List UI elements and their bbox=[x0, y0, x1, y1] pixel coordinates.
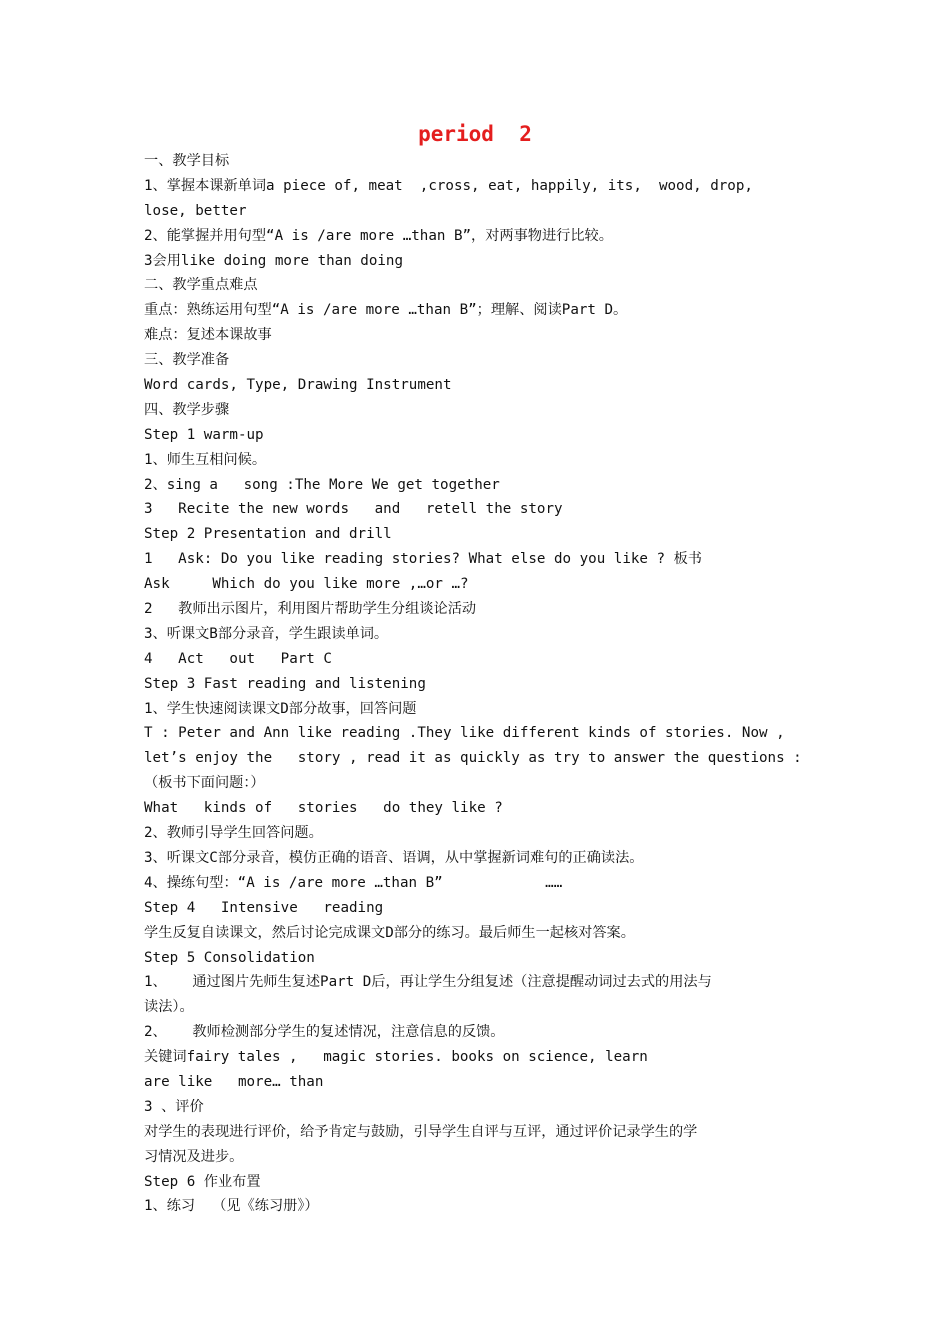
text-line: 3、听课文C部分录音，模仿正确的语音、语调，从中掌握新词难句的正确读法。 bbox=[144, 849, 644, 866]
text-line: 2、sing a song :The More We get together bbox=[144, 476, 500, 493]
text-line: 1、师生互相问候。 bbox=[144, 451, 267, 468]
text-line: 4 Act out Part C bbox=[144, 650, 332, 667]
text-line: 关键词fairy tales , magic stories. books on science, learn bbox=[144, 1049, 648, 1066]
text-line: Step 4 Intensive reading bbox=[144, 899, 384, 916]
text-line: （板书下面问题：） bbox=[144, 775, 265, 792]
text-line: 难点：复述本课故事 bbox=[144, 327, 272, 344]
text-line: Word cards, Type, Drawing Instrument bbox=[144, 377, 452, 394]
text-line: let’s enjoy the story , read it as quickly as try to answer the questions : bbox=[144, 750, 802, 767]
text-line: lose, better bbox=[144, 202, 247, 219]
text-line: 习情况及进步。 bbox=[144, 1148, 244, 1165]
text-line: 二、教学重点难点 bbox=[144, 277, 258, 294]
text-line: Step 1 warm-up bbox=[144, 426, 264, 443]
text-line: What kinds of stories do they like ? bbox=[144, 800, 503, 817]
text-line: 1、掌握本课新单词a piece of, meat ,cross, eat, happily, its, wood, drop, bbox=[144, 177, 753, 194]
text-line: Step 3 Fast reading and listening bbox=[144, 675, 426, 692]
text-line: 1、学生快速阅读课文D部分故事，回答问题 bbox=[144, 700, 417, 717]
text-line: 1、练习 （见《练习册》） bbox=[144, 1198, 319, 1215]
text-line: 1、 通过图片先师生复述Part D后，再让学生分组复述（注意提醒动词过去式的用法与 bbox=[144, 974, 712, 991]
text-line: 2、教师引导学生回答问题。 bbox=[144, 825, 323, 842]
text-line: 重点：熟练运用句型“A is /are more …than B”；理解、阅读Part D。 bbox=[144, 302, 628, 319]
text-line: 3、听课文B部分录音，学生跟读单词。 bbox=[144, 625, 389, 642]
text-line: 2、 教师检测部分学生的复述情况，注意信息的反馈。 bbox=[144, 1024, 505, 1041]
text-line: 3 Recite the new words and retell the story bbox=[144, 501, 563, 518]
text-line: 2 教师出示图片，利用图片帮助学生分组谈论活动 bbox=[144, 601, 477, 618]
text-line: T : Peter and Ann like reading .They like different kinds of stories. Now , bbox=[144, 725, 785, 742]
text-line: 四、教学步骤 bbox=[144, 401, 230, 418]
text-line: 一、教学目标 bbox=[144, 153, 230, 169]
text-line: 3 、评价 bbox=[144, 1098, 204, 1115]
text-line: 1 Ask: Do you like reading stories? What else do you like ? 板书 bbox=[144, 551, 702, 568]
text-line: 4、操练句型：“A is /are more …than B” …… bbox=[144, 874, 563, 891]
text-line: 2、能掌握并用句型“A is /are more …than B”，对两事物进行比较。 bbox=[144, 227, 613, 244]
text-line: Step 5 Consolidation bbox=[144, 949, 315, 966]
text-line: 3会用like doing more than doing bbox=[144, 252, 403, 269]
text-line: are like more… than bbox=[144, 1073, 324, 1090]
page-title: period 2 bbox=[418, 122, 532, 146]
text-line: 学生反复自读课文，然后讨论完成课文D部分的练习。最后师生一起核对答案。 bbox=[144, 924, 635, 941]
text-line: Ask Which do you like more ,…or …? bbox=[144, 576, 469, 593]
text-line: 三、教学准备 bbox=[144, 352, 230, 369]
document-body bbox=[144, 149, 809, 1219]
text-line: Step 2 Presentation and drill bbox=[144, 526, 392, 543]
text-line: 对学生的表现进行评价，给予肯定与鼓励，引导学生自评与互评，通过评价记录学生的学 bbox=[144, 1123, 698, 1140]
text-line: 读法）。 bbox=[144, 999, 194, 1016]
text-line: Step 6 作业布置 bbox=[144, 1173, 261, 1190]
